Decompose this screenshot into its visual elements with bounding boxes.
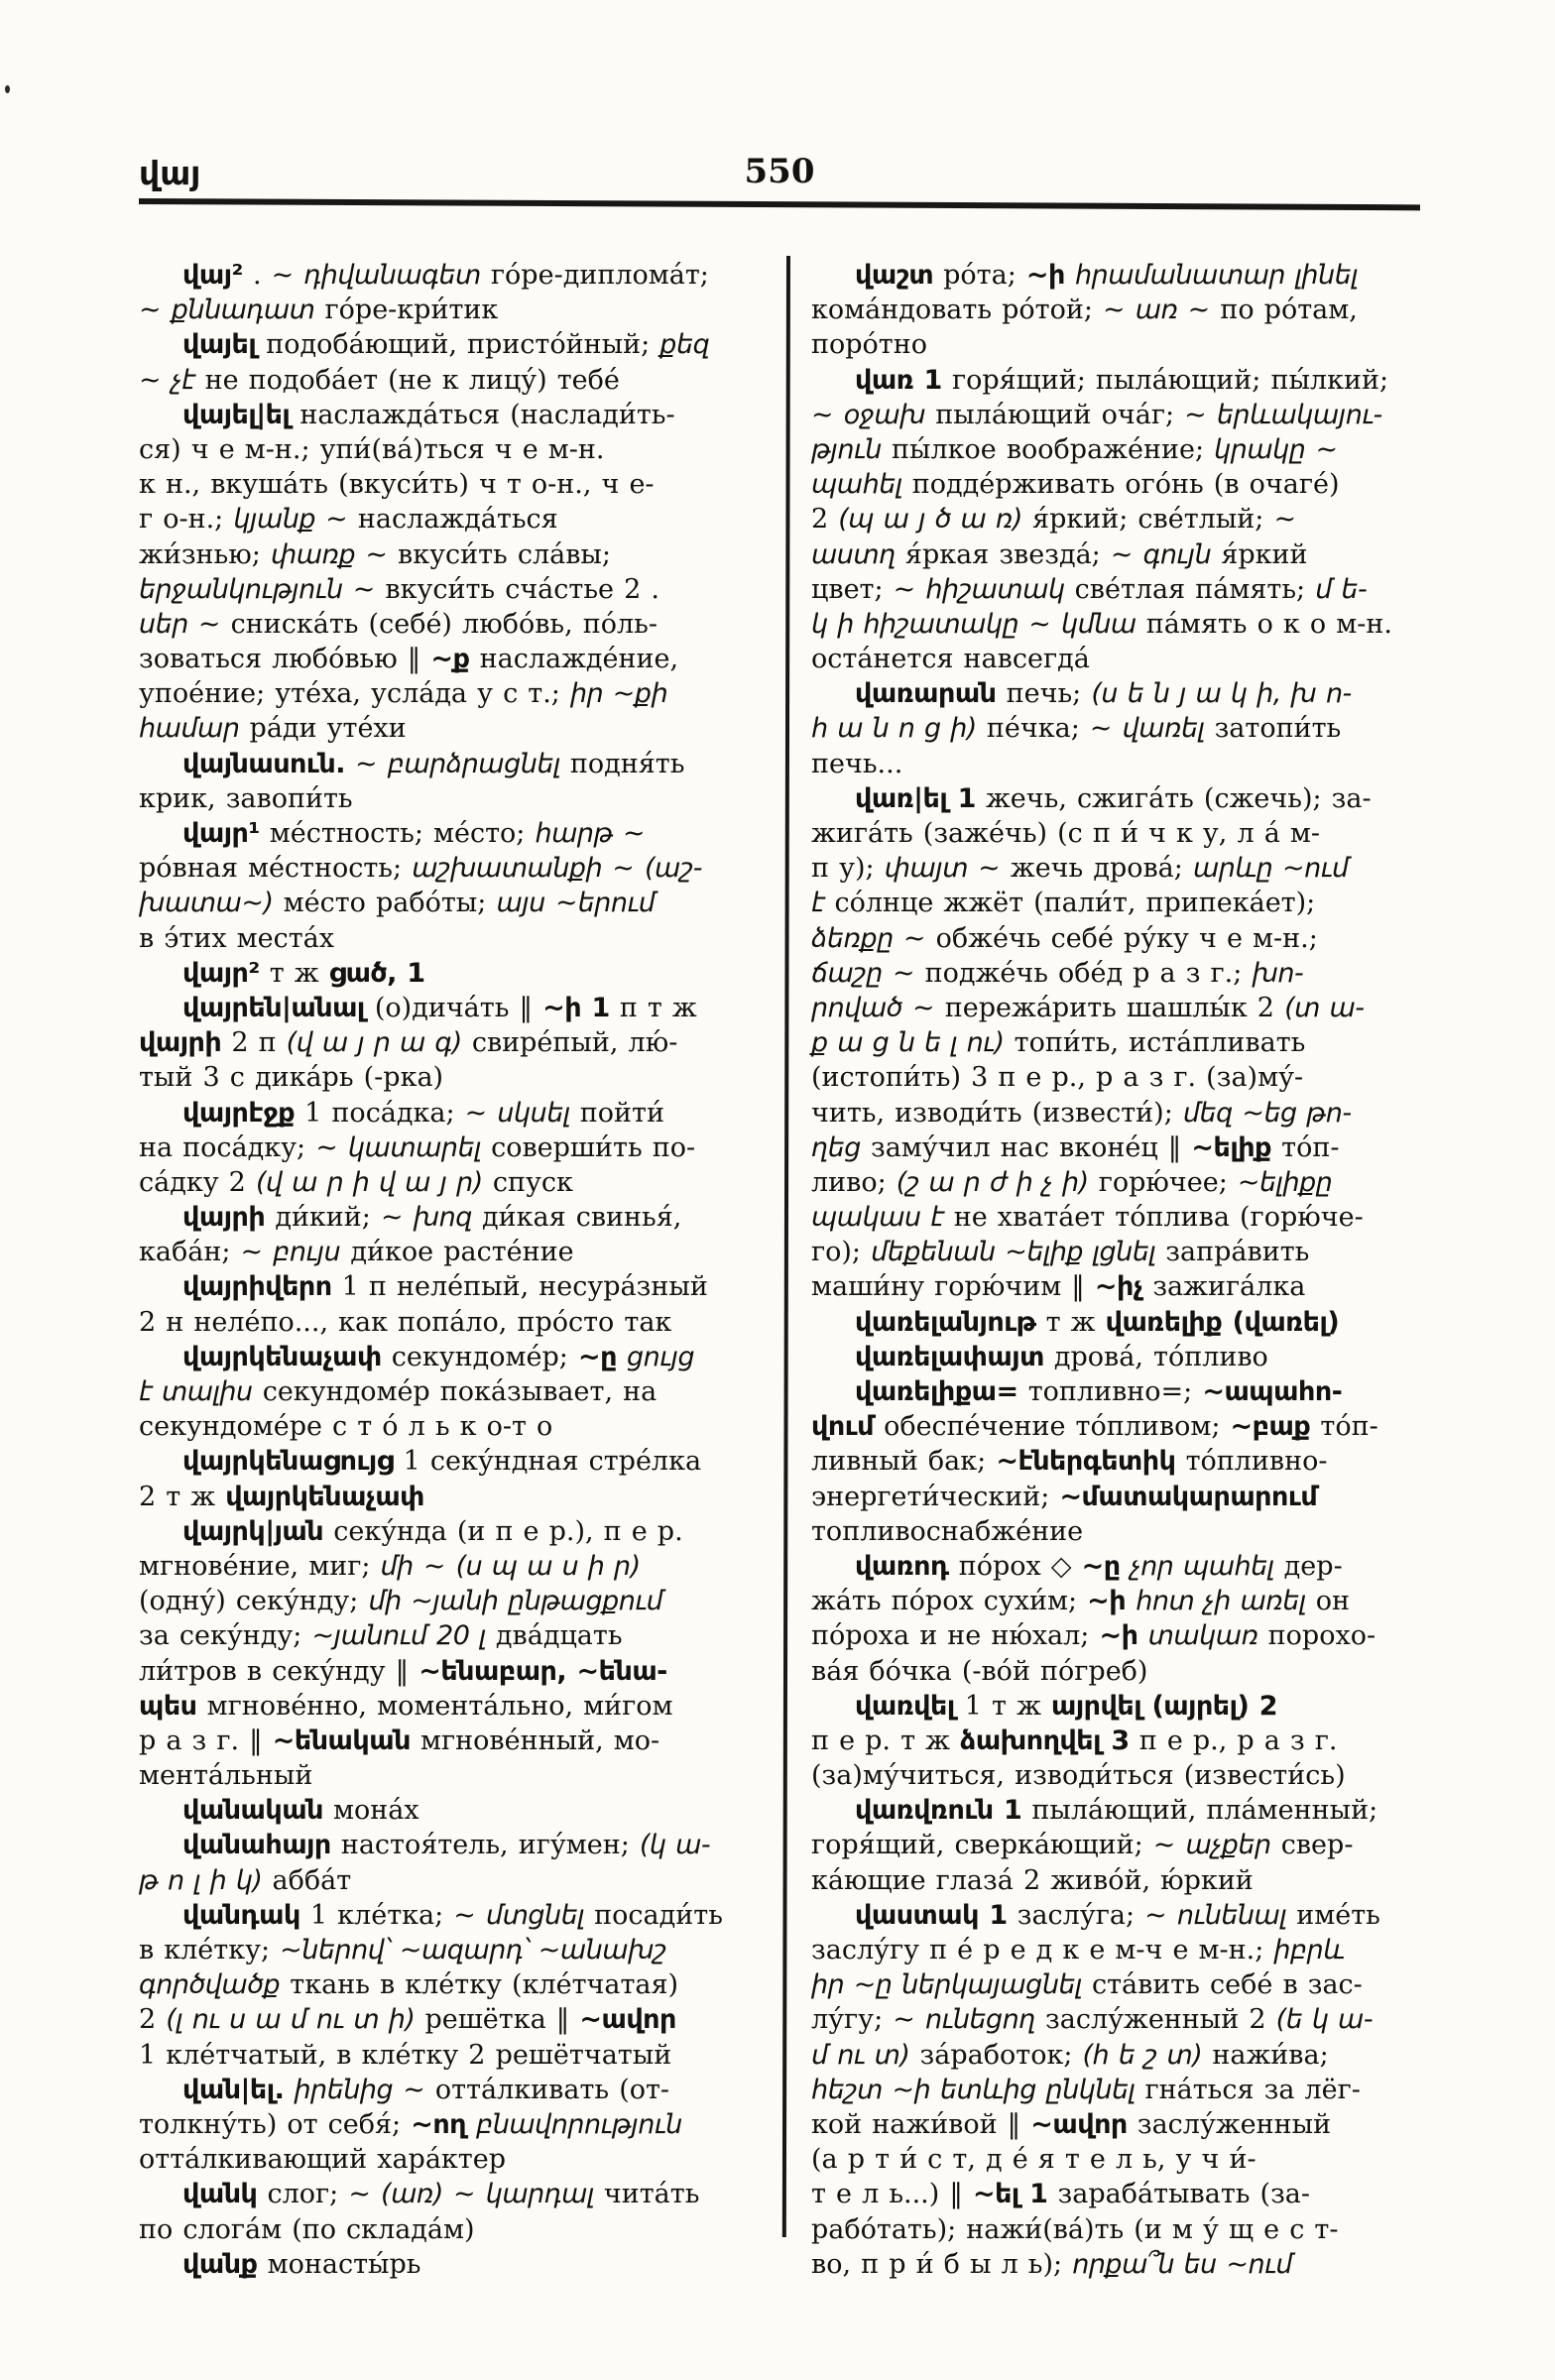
dictionary-line: жи́знью; փառք ~ вкуси́ть сла́вы;	[139, 538, 611, 570]
dictionary-line: чить, изводи́ть (извести́); մեզ ~եց թո-	[811, 1097, 1352, 1129]
dictionary-line: г о-н.; կյանք ~ наслажда́ться	[139, 504, 558, 536]
dictionary-line: ղեց заму́чил нас вконе́ц ‖ ~ելիք то́п-	[811, 1131, 1340, 1163]
dictionary-line: պես мгнове́нно, момента́льно, ми́гом	[139, 1690, 673, 1722]
header-rule	[139, 198, 1420, 210]
scan-artifact	[5, 85, 10, 93]
dictionary-line: վառվել 1 т ж այրվել (այրել) 2	[855, 1690, 1278, 1722]
dictionary-line: վայնասուն. ~ բարձրացնել подня́ть	[182, 748, 685, 779]
dictionary-line: է со́лнце жжёт (пали́т, припека́ет);	[811, 888, 1316, 919]
dictionary-line: իր ~ը ներկայացնել ста́вить себе́ в зас-	[811, 1969, 1363, 2001]
dictionary-line: т е л ь...) ‖ ~ել 1 зараба́тывать (за-	[811, 2179, 1311, 2210]
dictionary-line: отта́лкивающий хара́ктер	[139, 2144, 507, 2176]
dictionary-line: վայրկենացույց 1 секу́ндная стре́лка	[182, 1446, 702, 1478]
dictionary-line: горя́щий, сверка́ющий; ~ աչքեր свер-	[811, 1830, 1354, 1861]
dictionary-line: топливоснабже́ние	[811, 1515, 1084, 1547]
dictionary-line: համար ра́ди уте́хи	[139, 713, 407, 745]
dictionary-line: վան|ել. իրենից ~ отта́лкивать (от-	[182, 2074, 670, 2105]
dictionary-line: 2 т ж վայրկենաչափ	[139, 1481, 424, 1512]
dictionary-line: վառելիքա= топливно=; ~ապահո-	[855, 1376, 1343, 1407]
dictionary-line: печь...	[811, 748, 903, 779]
dictionary-line: поро́тно	[811, 329, 927, 361]
dictionary-line: са́дку 2 (վ ա ր ի վ ա յ ր) спуск	[139, 1166, 573, 1198]
dictionary-line: тый 3 с дика́рь (-рка)	[139, 1062, 444, 1094]
dictionary-line: го); մեքենան ~ելիք լցնել запра́вить	[811, 1237, 1310, 1268]
dictionary-line: лу́гу; ~ ունեցող заслу́женный 2 (ե կ ա-	[811, 2004, 1374, 2036]
dictionary-line: оста́нется навсегда́	[811, 644, 1090, 675]
dictionary-line: վայր² т ж ցած, 1	[182, 957, 425, 989]
dictionary-line: մ ու տ) за́работок; (հ ե շ տ) нажи́ва;	[811, 2039, 1329, 2071]
dictionary-line: վայել подоба́ющий, присто́йный; քեզ	[182, 329, 710, 361]
dictionary-line: по слога́м (по склада́м)	[139, 2213, 475, 2245]
dictionary-line: во, п р и́ б ы л ь); որքա՞ն ես ~ում	[811, 2248, 1292, 2280]
dictionary-line: за секу́нду; ~յանում 20 լ два́дцать	[139, 1620, 623, 1652]
dictionary-line: маши́ну горю́чим ‖ ~իչ зажига́лка	[811, 1271, 1306, 1303]
dictionary-line: каба́н; ~ բույս ди́кое расте́ние	[139, 1237, 574, 1268]
dictionary-line: վայել|ել наслажда́ться (наслади́ть-	[182, 399, 675, 430]
dictionary-line: վառվռուն 1 пыла́ющий, пла́менный;	[855, 1795, 1378, 1827]
dictionary-line: կ ի հիշատակը ~ կմնա па́мять о к о м-н.	[811, 608, 1392, 640]
dictionary-line: վայրի 2 п (վ ա յ ր ա գ) свире́пый, лю́-	[139, 1027, 678, 1059]
dictionary-line: վառելափայտ дрова́, то́пливо	[855, 1341, 1268, 1372]
dictionary-line: энергети́ческий; ~մատակարարում	[811, 1481, 1318, 1512]
dictionary-line: վաստակ 1 заслу́га; ~ ունենալ име́ть	[855, 1899, 1380, 1931]
dictionary-line: վառոդ по́рох ◇ ~ը չոր պահել дер-	[855, 1550, 1343, 1582]
dictionary-line: վանկ слог; ~ (առ) ~ կարդալ чита́ть	[182, 2179, 700, 2210]
dictionary-line: հեշտ ~ի ետևից ընկնել гна́ться за лёг-	[811, 2074, 1361, 2105]
dictionary-line: ливный бак; ~էներգետիկ то́пливно-	[811, 1446, 1328, 1478]
dictionary-line: վառ 1 горя́щий; пыла́ющий; пы́лкий;	[855, 364, 1389, 396]
dictionary-line: ~ չէ не подоба́ет (не к лицу́) тебе́	[139, 364, 620, 396]
dictionary-line: ք ա ց ն ե լ ու) топи́ть, иста́пливать	[811, 1027, 1306, 1059]
dictionary-line: цвет; ~ հիշատակ све́тлая па́мять; մ ե-	[811, 573, 1368, 605]
dictionary-line: крик, завопи́ть	[139, 782, 353, 814]
dictionary-line: по́роха и не ню́хал; ~ի տակառ порохо-	[811, 1620, 1376, 1652]
dictionary-line: к н., вкуша́ть (вкуси́ть) ч т о-н., ч е-	[139, 469, 655, 501]
dictionary-line: секундоме́ре с т о́ л ь к о-т о	[139, 1411, 553, 1443]
dictionary-line: վաշտ ро́та; ~ի հրամանատար լինել	[855, 260, 1359, 291]
dictionary-line: վառ|ել 1 жечь, сжига́ть (сжечь); за-	[855, 782, 1372, 814]
dictionary-line: п е р. т ж ձախողվել 3 п е р., р а з г.	[811, 1725, 1338, 1756]
running-head: վայ	[139, 154, 201, 192]
dictionary-line: վանդակ 1 кле́тка; ~ մտցնել посади́ть	[182, 1899, 723, 1931]
dictionary-line: երջանկություն ~ вкуси́ть сча́стье 2 .	[139, 573, 659, 605]
dictionary-line: в э́тих места́х	[139, 922, 335, 954]
dictionary-line: на поса́дку; ~ կատարել соверши́ть по-	[139, 1131, 696, 1163]
dictionary-line: 2 (լ ու ս ա մ ու տ ի) решётка ‖ ~ավոր	[139, 2004, 676, 2036]
dictionary-line: վանական мона́х	[182, 1795, 419, 1827]
dictionary-line: мента́льный	[139, 1760, 313, 1792]
dictionary-line: ճաշը ~ подже́чь обе́д р а з г.; խո-	[811, 957, 1304, 989]
dictionary-line: ձեռքը ~ обже́чь себе́ ру́ку ч е м-н.;	[811, 922, 1318, 954]
dictionary-line: թյուն пы́лкое воображе́ние; կրակը ~	[811, 433, 1339, 465]
dictionary-line: упое́ние; уте́ха, усла́да у с т.; իր ~քի	[139, 678, 668, 710]
dictionary-line: պահել подде́рживать ого́нь (в очаге́)	[811, 469, 1340, 501]
dictionary-line: վայրկենաչափ секундоме́р; ~ը ցույց	[182, 1341, 695, 1372]
dictionary-line: ся) ч е м-н.; упи́(ва́)ться ч е м-н.	[139, 433, 605, 465]
dictionary-line: ва́я бо́чка (-во́й по́греб)	[811, 1655, 1148, 1687]
dictionary-line: жа́ть по́рох сухи́м; ~ի հոտ չի առել он	[811, 1586, 1351, 1617]
page-number: 550	[744, 152, 815, 191]
dictionary-line: ка́ющие глаза́ 2 живо́й, ю́ркий	[811, 1864, 1254, 1896]
column-right	[811, 258, 1446, 2282]
dictionary-line: պակաս է не хвата́ет то́плива (горю́че-	[811, 1202, 1364, 1234]
dictionary-line: ~ օջախ пыла́ющий оча́г; ~ երևակայու-	[811, 399, 1382, 430]
dictionary-line: кой нажи́вой ‖ ~ավոր заслу́женный	[811, 2108, 1332, 2140]
dictionary-line: ливо; (շ ա ր ժ ի չ ի) горю́чее; ~ելիքը	[811, 1166, 1333, 1198]
dictionary-line: վայր¹ ме́стность; ме́сто; հարթ ~	[182, 818, 646, 849]
dictionary-line: (а р т и́ с т, д е́ я т е л ь, у ч и́-	[811, 2144, 1256, 2176]
dictionary-line: зоваться любо́вью ‖ ~ք наслажде́ние,	[139, 644, 679, 675]
dictionary-line: ~ քննադատ го́ре-кри́тик	[139, 295, 499, 326]
dictionary-line: թ ո լ ի կ) абба́т	[139, 1864, 352, 1896]
dictionary-line: աստղ я́ркая звезда́; ~ գույն я́ркий	[811, 538, 1308, 570]
dictionary-line: խատա~) ме́сто рабо́ты; այս ~երում	[139, 888, 656, 919]
dictionary-line: жига́ть (заже́чь) (с п и́ ч к у, л а́ м-	[811, 818, 1321, 849]
dictionary-line: р а з г. ‖ ~ենական мгнове́нный, мо-	[139, 1725, 660, 1756]
dictionary-line: վայրկ|յան секу́нда (и п е р.), п е р.	[182, 1515, 683, 1547]
dictionary-line: 2 н неле́по..., как попа́ло, про́сто так	[139, 1306, 672, 1338]
dictionary-line: վայրեն|անալ (о)дича́ть ‖ ~ի 1 п т ж	[182, 992, 697, 1023]
dictionary-line: (за)му́читься, изводи́ться (извести́сь)	[811, 1760, 1346, 1792]
dictionary-line: толкну́ть) от себя́; ~ող բնավորություն	[139, 2108, 682, 2140]
dictionary-line: кома́ндовать ро́той; ~ առ ~ по ро́там,	[811, 295, 1358, 326]
dictionary-line: վայրի ди́кий; ~ խոզ ди́кая свинья́,	[182, 1202, 682, 1234]
dictionary-line: վայ² . ~ դիվանագետ го́ре-диплома́т;	[182, 260, 709, 291]
dictionary-line: վառարան печь; (ս ե ն յ ա կ ի, խ ո-	[855, 678, 1352, 710]
dictionary-line: рабо́тать); нажи́(ва́)ть (и м у́ щ е с т-	[811, 2213, 1339, 2245]
dictionary-line: в кле́тку; ~ներով՝ ~ազարդ՝ ~անախշ	[139, 1935, 666, 1965]
dictionary-line: վանք монасты́рь	[182, 2248, 421, 2280]
dictionary-line: ли́тров в секу́нду ‖ ~ենաբար, ~ենա-	[139, 1655, 667, 1687]
dictionary-line: (истопи́ть) 3 п е р., р а з г. (за)му́-	[811, 1062, 1304, 1094]
dictionary-line: п у); փայտ ~ жечь дрова́; արևը ~ում	[811, 853, 1349, 885]
dictionary-line: հ ա ն ո ց ի) пе́чка; ~ վառել затопи́ть	[811, 713, 1342, 745]
column-left	[139, 258, 774, 2282]
dictionary-line: րոված ~ пережа́рить шашлы́к 2 (տ ա-	[811, 992, 1365, 1023]
dictionary-line: ро́вная ме́стность; աշխատանքի ~ (աշ-	[139, 853, 703, 885]
column-divider	[782, 256, 790, 2237]
dictionary-line: 2 (պ ա յ ծ ա ռ) я́ркий; све́тлый; ~	[811, 504, 1297, 536]
dictionary-line: (одну́) секу́нду; մի ~յանի ընթացքում	[139, 1586, 663, 1617]
dictionary-line: է տալիս секундоме́р пока́зывает, на	[139, 1376, 658, 1407]
dictionary-line: գործվածք ткань в кле́тку (кле́тчатая)	[139, 1969, 679, 2001]
dictionary-line: վում обеспе́чение то́пливом; ~բաք то́п-	[811, 1411, 1378, 1443]
dictionary-line: заслу́гу п е́ р е д к е м-ч е м-н.; իբրև	[811, 1935, 1345, 1965]
dictionary-line: мгнове́ние, миг; մի ~ (ս պ ա ս ի ր)	[139, 1550, 641, 1582]
dictionary-line: վանահայր настоя́тель, игу́мен; (կ ա-	[182, 1830, 711, 1861]
dictionary-line: սեր ~ сниска́ть (себе́) любо́вь, по́ль-	[139, 608, 658, 640]
dictionary-line: վայրէջք 1 поса́дка; ~ սկսել пойти́	[182, 1097, 664, 1129]
dictionary-line: վայրիվերո 1 п неле́пый, несура́зный	[182, 1271, 708, 1303]
dictionary-line: 1 кле́тчатый, в кле́тку 2 решётчатый	[139, 2039, 672, 2071]
dictionary-line: վառելանյութ т ж վառելիք (վառել)	[855, 1306, 1340, 1338]
